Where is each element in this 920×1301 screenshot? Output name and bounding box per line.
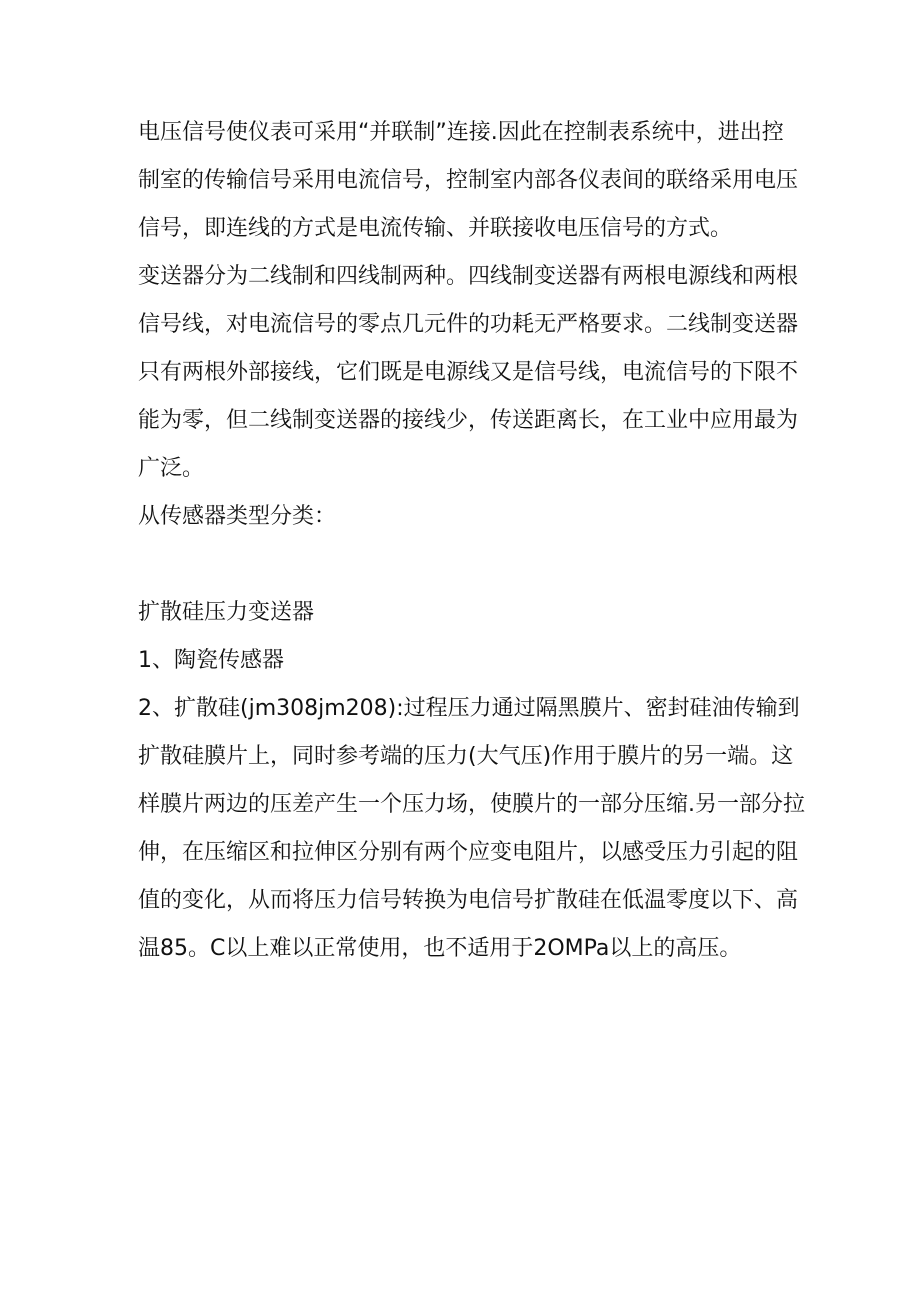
text-line: 变送器分为二线制和四线制两种。四线制变送器有两根电源线和两根 [138, 264, 799, 289]
text-line: 信号线，对电流信号的零点几元件的功耗无严格要求。二线制变送器 [138, 312, 799, 337]
text-line: 信号，即连线的方式是电流传输、并联接收电压信号的方式。 [138, 216, 733, 241]
text-line: 制室的传输信号采用电流信号，控制室内部各仪表间的联络采用电压 [138, 168, 799, 193]
list-item: 1、陶瓷传感器 [138, 648, 284, 673]
text-line: 广泛。 [138, 456, 205, 481]
list-item: 2、扩散硅(jm308jm208):过程压力通过隔黑膜片、密封硅油传输到 [138, 696, 800, 721]
text-line: 能为零，但二线制变送器的接线少，传送距离长，在工业中应用最为 [138, 408, 799, 433]
section-heading: 从传感器类型分类： [138, 504, 337, 529]
text-line: 值的变化，从而将压力信号转换为电信号扩散硅在低温零度以下、高 [138, 888, 799, 913]
text-line: 样膜片两边的压差产生一个压力场，使膜片的一部分压缩.另一部分拉 [138, 792, 805, 817]
text-line: 伸，在压缩区和拉伸区分别有两个应变电阻片，以感受压力引起的阻 [138, 840, 799, 865]
text-line: 扩散硅膜片上，同时参考端的压力(大气压)作用于膜片的另一端。这 [138, 744, 794, 769]
section-heading: 扩散硅压力变送器 [138, 600, 315, 625]
text-line: 电压信号使仪表可采用“并联制”连接.因此在控制表系统中，进出控 [138, 120, 784, 145]
text-line: 只有两根外部接线，它们既是电源线又是信号线，电流信号的下限不 [138, 360, 799, 385]
text-line: 温85。C以上难以正常使用，也不适用于2OMPa以上的高压。 [138, 936, 742, 961]
